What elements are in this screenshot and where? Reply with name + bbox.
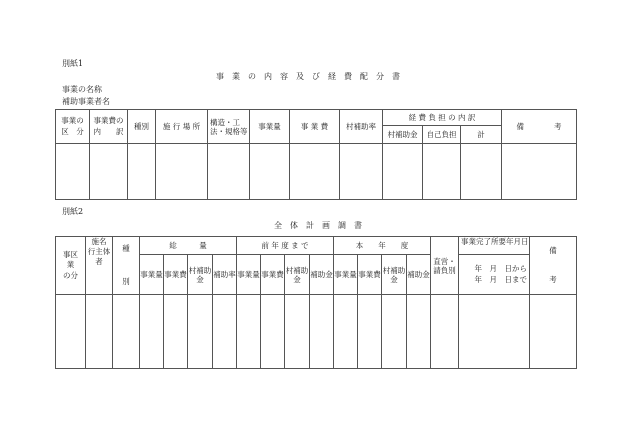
header-burden-breakdown: 経 費 負 担 の 内 訳 [383,110,502,126]
cell[interactable] [340,144,383,200]
cell[interactable] [382,295,407,369]
header-structure: 構造・工法・規格等 [208,110,250,144]
cell[interactable] [56,295,86,369]
cell[interactable] [407,295,431,369]
cell[interactable] [334,295,358,369]
cell[interactable] [56,144,90,200]
header-period-range: 年 月 日から 年 月 日まで [459,255,530,295]
table-row [56,295,577,369]
cell[interactable] [213,295,237,369]
expense-allocation-table [55,109,577,200]
header-remarks: 備 考 [530,237,577,295]
cell[interactable] [128,144,156,200]
header-overall-cost: 事業費 [164,255,188,295]
cell[interactable] [90,144,128,200]
header-cost: 事 業 費 [290,110,340,144]
header-this-village-subsidy: 村補助金 [382,255,407,295]
cell[interactable] [358,295,382,369]
cell[interactable] [188,295,213,369]
cell[interactable] [261,295,285,369]
cell[interactable] [250,144,290,200]
header-self-burden: 自己負担 [423,126,461,144]
cell[interactable] [237,295,261,369]
cell[interactable] [459,295,530,369]
cell[interactable] [164,295,188,369]
header-this-quantity: 事業量 [334,255,358,295]
header-prev-village-subsidy: 村補助金 [285,255,310,295]
header-quantity: 事業量 [250,110,290,144]
header-content: 事業費の 内 訳 [90,110,128,144]
header-this-cost: 事業費 [358,255,382,295]
header-prev-quantity: 事業量 [237,255,261,295]
cell[interactable] [383,144,423,200]
header-completion-period: 事業完了所要年月日 [459,237,530,255]
cell[interactable] [310,295,334,369]
form2-title: 全 体 計 画 調 書 [274,221,362,230]
subsidy-operator-label: 補助事業者名 [62,97,110,106]
header-this-year: 本 年 度 [334,237,431,255]
header-this-subsidy: 補助金 [407,255,431,295]
overall-plan-table [55,236,577,369]
header-location: 施 行 場 所 [156,110,208,144]
header-direct-contract: 直営・請負別 [431,237,459,295]
header-overall-subsidy-rate: 補助率 [213,255,237,295]
cell[interactable] [502,144,577,200]
form1-label: 別紙1 [62,59,84,68]
header-category: 事区 業 の分 [56,237,86,295]
cell[interactable] [140,295,164,369]
form1-title: 事 業 の 内 容 及 び 経 費 配 分 書 [216,72,400,81]
header-prev-cost: 事業費 [261,255,285,295]
cell[interactable] [113,295,140,369]
header-subsidy-rate: 村補助率 [340,110,383,144]
business-name-label: 事業の名称 [62,85,102,94]
header-category: 事業の 区 分 [56,110,90,144]
table-row [56,144,577,200]
header-type: 種 別 [113,237,140,295]
header-village-subsidy: 村補助金 [383,126,423,144]
header-operator: 施名 行主体者 [86,237,113,295]
cell[interactable] [86,295,113,369]
cell[interactable] [461,144,502,200]
header-prev-year: 前 年 度 ま で [237,237,334,255]
header-overall-village-subsidy: 村補助金 [188,255,213,295]
cell[interactable] [423,144,461,200]
form2-label: 別紙2 [62,207,84,216]
cell[interactable] [530,295,577,369]
cell[interactable] [156,144,208,200]
header-type: 種別 [128,110,156,144]
cell[interactable] [431,295,459,369]
header-overall: 総 量 [140,237,237,255]
cell[interactable] [285,295,310,369]
header-remarks: 備 考 [502,110,577,144]
cell[interactable] [290,144,340,200]
header-total: 計 [461,126,502,144]
header-overall-quantity: 事業量 [140,255,164,295]
cell[interactable] [208,144,250,200]
header-prev-subsidy: 補助金 [310,255,334,295]
